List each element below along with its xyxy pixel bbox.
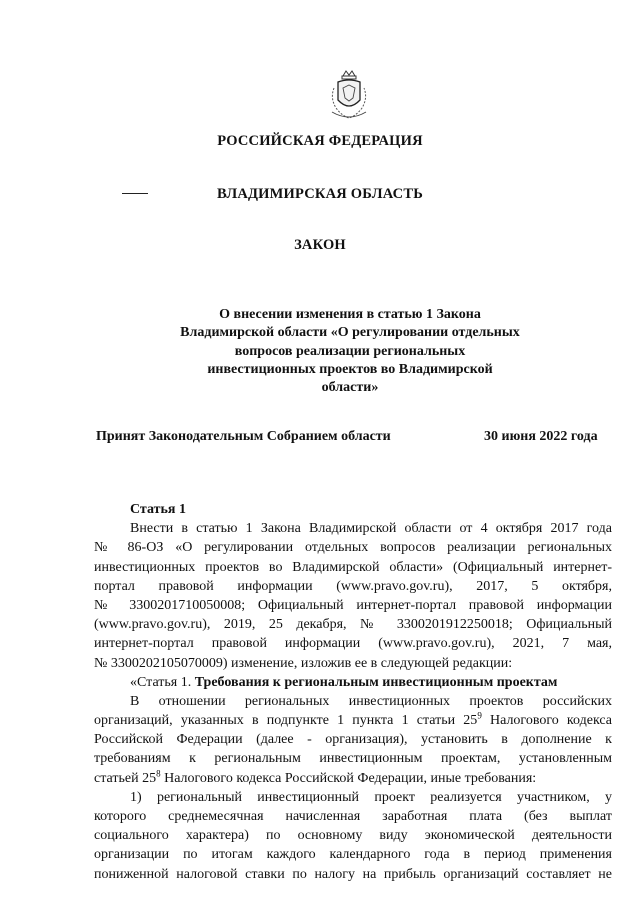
quoted-article-heading (94, 673, 612, 692)
law-title-line: вопросов реализации региональных (234, 343, 466, 359)
list-item-line: социального характера) по основному виду экономической деятельности (94, 828, 612, 844)
list-item-line: которого среднемесячная начисленная заработная плата (без выплат (94, 809, 612, 824)
paragraph-line: Внести в статью 1 Закона Владимирской области от 4 октября 2017 года (130, 521, 612, 537)
quoted-article-prefix: «Статья 1. (130, 674, 195, 690)
list-item-line: 1) региональный инвестиционный проект реализуется участником, у (130, 789, 612, 805)
paragraph-line: требованиям к региональным инвестиционным проектам, установленным (94, 751, 612, 767)
superscript: 9 (477, 711, 482, 721)
paragraph-line: Российской Федерации (далее - организация), установить в дополнение к (94, 732, 612, 748)
paragraph-line: портал правовой информации (www.pravo.gov.ru), 2017, 5 октября, (94, 578, 612, 594)
paragraph-line (94, 769, 612, 788)
law-title-line: О внесении изменения в статью 1 Закона (219, 307, 481, 322)
paragraph-line: (www.pravo.gov.ru), 2019, 25 декабря, № 3300201912250018; Официальный (94, 617, 612, 633)
coat-of-arms-icon (326, 68, 372, 122)
paragraph-line: интернет-портал правовой информации (www.pravo.gov.ru), 2021, 7 мая, (94, 636, 612, 652)
law-title-line: области» (321, 380, 379, 396)
quoted-article-title: Требования к региональным инвестиционным проектам (194, 674, 558, 690)
superscript: 8 (156, 768, 161, 778)
region-heading: ВЛАДИМИРСКАЯ ОБЛАСТЬ (217, 186, 423, 202)
paragraph-line: № 3300201710050008; Официальный интернет-портал правовой информации (94, 597, 612, 613)
text-run: статьей 25 (94, 770, 157, 786)
law-title-line: Владимирской области «О регулировании отдельных (180, 325, 520, 341)
paragraph-line: инвестиционных проектов во Владимирской области» (Официальный интернет- (94, 559, 612, 575)
list-item-line: организации по итогам каждого календарного года в период применения (94, 847, 612, 863)
text-run: организаций, указанных в подпункте 1 пункта 1 статьи 25 (94, 713, 478, 729)
law-title-line: инвестиционных проектов во Владимирской (207, 361, 493, 377)
law-title (150, 306, 550, 397)
list-item-line: пониженной налоговой ставки по налогу на прибыль организаций составляет не (94, 866, 612, 882)
article-heading: Статья 1 (130, 502, 186, 517)
adopted-date: 30 июня 2022 года (484, 429, 598, 444)
paragraph-line (94, 711, 612, 730)
paragraph-line: В отношении региональных инвестиционных проектов российских (130, 693, 612, 709)
document-type-heading: ЗАКОН (294, 237, 346, 253)
text-run: Налогового кодекса (481, 713, 612, 729)
text-run: Налогового кодекса Российской Федерации, иные требования: (160, 770, 537, 786)
paragraph-line: № 3300202105070009) изменение, изложив ее в следующей редакции: (94, 655, 513, 671)
adopted-by-text: Принят Законодательным Собранием области (96, 429, 391, 444)
paragraph-line: № 86-ОЗ «О регулировании отдельных вопросов реализации региональных (94, 540, 612, 556)
country-heading: РОССИЙСКАЯ ФЕДЕРАЦИЯ (217, 133, 423, 149)
document-body (94, 500, 612, 884)
